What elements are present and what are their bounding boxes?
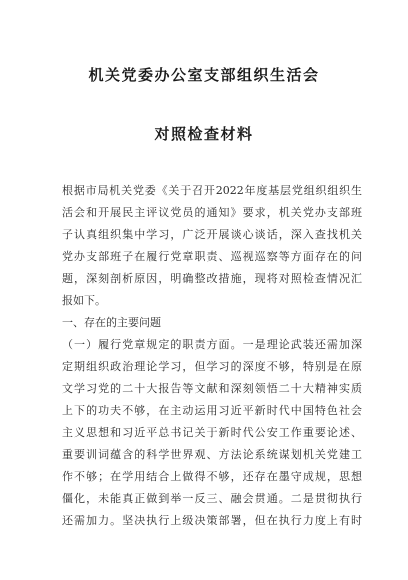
text-line: 活会和开展民主评议党员的通知》要求，机关党办支部班 [62,206,362,219]
text-line: 党办支部班子在履行党章职责、巡视巡察等方面存在的问 [62,250,362,263]
text-line: 定期组织政治理论学习，但学习的深度不够，特别是在原 [62,360,362,373]
text-line: 作不够；在学用结合上做得不够，还存在墨守成规，思想 [62,470,362,483]
text-line: 题，深刻剖析原因，明确整改措施，现将对照检查情况汇 [62,272,362,285]
text-line: 根据市局机关党委《关于召开2022年度基层党组织组织生 [62,184,362,197]
text-line: 主义思想和习近平总书记关于新时代公安工作重要论述、 [62,426,362,439]
text-line: 子认真组织集中学习，广泛开展谈心谈话，深入查找机关 [62,228,362,241]
text-line: （一）履行党章规定的职责方面。一是理论武装还需加深 [62,338,362,351]
text-line: 重要训词蕴含的科学世界观、方法论系统谋划机关党建工 [62,448,362,461]
text-line: 僵化，未能真正做到举一反三、融会贯通。二是贯彻执行 [62,492,362,505]
text-line: 上下的功夫不够，在主动运用习近平新时代中国特色社会 [62,404,362,417]
document-title: 机关党委办公室支部组织生活会 [88,66,320,84]
text-line: 文学习党的二十大报告等文献和深刻领悟二十大精神实质 [62,382,362,395]
intro-paragraph [62,180,362,532]
document-subtitle: 对照检查材料 [154,125,254,143]
text-line: 报如下。 [62,294,106,307]
section-heading: 一、存在的主要问题 [62,316,161,329]
text-line: 还需加力。坚决执行上级决策部署，但在执行力度上有时 [62,514,362,527]
